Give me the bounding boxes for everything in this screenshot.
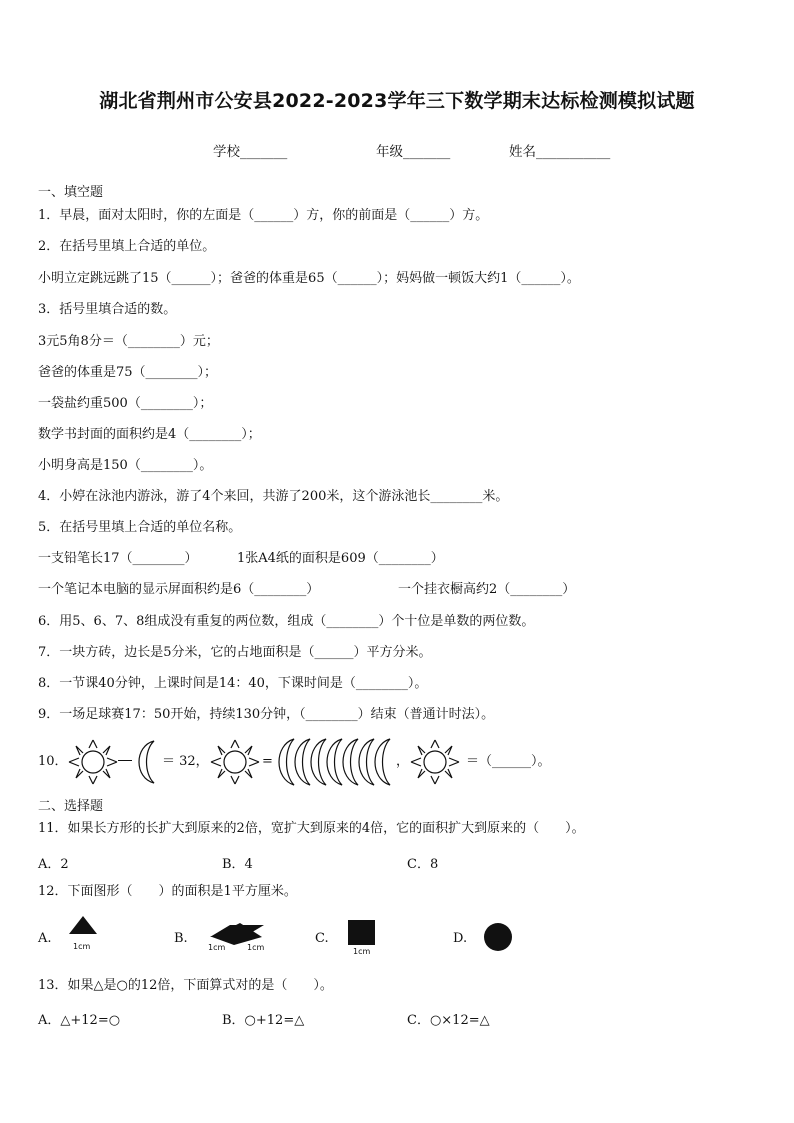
question-11: 11．如果长方形的长扩大到原来的2倍，宽扩大到原来的4倍，它的面积扩大到原来的（ ）。 [38,821,585,836]
question-12-label-a: A. [38,931,52,946]
crescent-moon-icon [295,739,310,785]
crescent-moon-icon [279,739,294,785]
question-13-option-a: A．△+12=○ [38,1013,121,1028]
question-5: 5．在括号里填上合适的单位名称。 [38,520,242,535]
question-5-d: 一个挂衣橱高约2（________） [398,582,576,597]
question-5-c: 一个笔记本电脑的显示屏面积约是6（________） [38,582,320,597]
circle-shape [484,923,512,951]
sun-icon [208,738,262,786]
unit-label: 1cm [353,947,371,956]
question-12-label-d: D. [453,931,468,946]
crescent-moon-icon [343,739,358,785]
grade-field: 年级_______ [376,144,451,160]
crescent-moon-icon [327,739,342,785]
question-3-a: 3元5角8分＝（________）元； [38,334,219,349]
crescent-moon-icon [311,739,326,785]
crescent-moon-icon [375,739,390,785]
crescent-moon-icon [359,739,374,785]
square-shape [348,920,375,945]
question-10-eq2: ， [396,754,410,769]
equals-sign: = [262,754,273,769]
unit-label: 1cm [73,942,91,951]
question-3: 3．括号里填合适的数。 [38,302,177,317]
question-12: 12．下面图形（ ）的面积是1平方厘米。 [38,884,297,899]
question-11-option-a: A．2 [38,857,69,872]
question-2-line: 小明立定跳远跳了15（______）；爸爸的体重是65（______）；妈妈做一顿饭大约1（______）。 [38,271,580,286]
section-heading-fill-in: 一、填空题 [38,185,104,200]
question-7: 7．一块方砖，边长是5分米，它的占地面积是（______）平方分米。 [38,645,432,660]
question-8: 8．一节课40分钟，上课时间是14：40，下课时间是（________）。 [38,676,428,691]
page-title: 湖北省荆州市公安县2022-2023学年三下数学期末达标检测模拟试题 [99,90,695,112]
question-3-c: 一袋盐约重500（________）； [38,396,213,411]
question-13-option-b: B．○+12=△ [222,1013,305,1028]
question-6: 6．用5、6、7、8组成没有重复的两位数，组成（________）个十位是单数的两位数。 [38,614,535,629]
question-3-b: 爸爸的体重是75（________）； [38,365,218,380]
question-11-option-c: C．8 [407,857,439,872]
question-4: 4．小婷在泳池内游泳，游了4个来回，共游了200米，这个游泳池长________米。 [38,489,509,504]
question-3-d: 数学书封面的面积约是4（________）； [38,427,261,442]
sun-icon [408,738,462,786]
unit-label: 1cm [208,943,226,952]
triangle-shape [66,915,100,941]
section-heading-choice: 二、选择题 [38,799,104,814]
school-field: 学校_______ [213,144,288,160]
name-field: 姓名___________ [509,144,611,160]
question-9: 9．一场足球赛17：50开始，持续130分钟，（________）结束（普通计时法）。 [38,707,495,722]
question-12-label-b: B. [174,931,188,946]
question-3-e: 小明身高是150（________）。 [38,458,213,473]
question-10-number: 10． [38,754,68,769]
question-5-b: 1张A4纸的面积是609（________） [237,551,444,566]
question-11-option-b: B．4 [222,857,253,872]
question-13-option-c: C．○×12=△ [407,1013,490,1028]
question-5-a: 一支铅笔长17（________） [38,551,198,566]
sun-icon [66,738,120,786]
unit-label: 1cm [247,943,265,952]
crescent-moon-row [272,736,396,788]
question-10-eq3: ＝（______）。 [466,754,551,769]
crescent-moon-icon [130,738,160,786]
question-12-label-c: C. [315,931,329,946]
question-13: 13．如果△是○的12倍，下面算式对的是（ ）。 [38,978,333,993]
question-1: 1．早晨，面对太阳时，你的左面是（______）方，你的前面是（______）方。 [38,208,489,223]
question-2: 2．在括号里填上合适的单位。 [38,239,216,254]
question-10-eq1: ＝ 32， [162,754,209,769]
